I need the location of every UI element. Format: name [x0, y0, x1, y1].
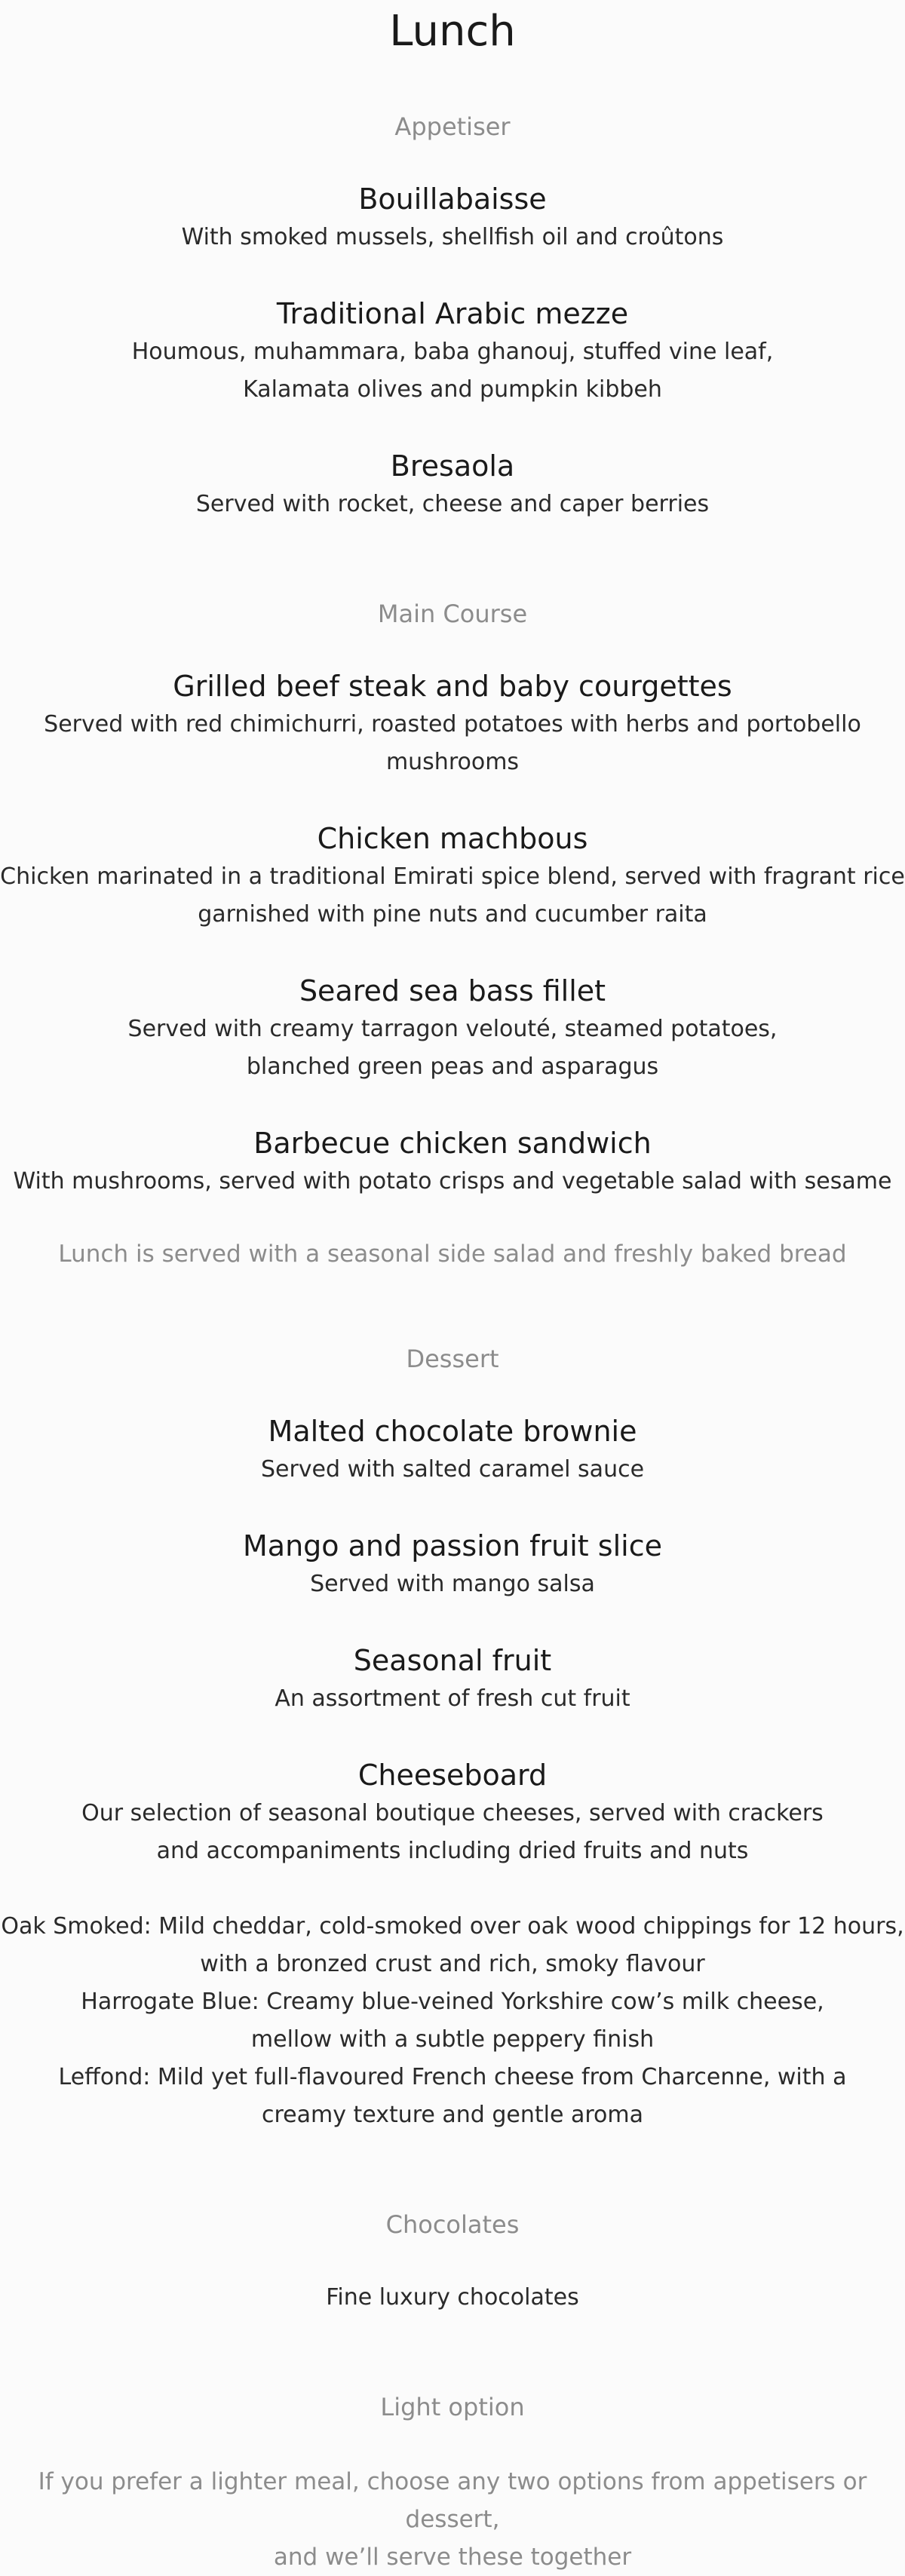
menu-title: Lunch [389, 7, 516, 56]
dish-bbq-chicken-sandwich [0, 1124, 905, 1201]
main-course-note: Lunch is served with a seasonal side salad and freshly baked bread [58, 1240, 847, 1268]
dish-description: Kalamata olives and pumpkin kibbeh [243, 376, 662, 403]
dish-name: Barbecue chicken sandwich [253, 1127, 652, 1160]
dish-description: Chicken marinated in a traditional Emirati spice blend, served with fragrant rice [0, 863, 905, 890]
dish-description: and accompaniments including dried fruits and nuts [156, 1838, 749, 1864]
section-heading-light-option: Light option [380, 2393, 525, 2421]
dish-grilled-beef [0, 667, 905, 781]
dish-name: Traditional Arabic mezze [276, 297, 629, 330]
dish-bresaola [0, 446, 905, 523]
dish-name: Malted chocolate brownie [268, 1415, 637, 1448]
dish-bouillabaisse [0, 179, 905, 256]
dish-description: Houmous, muhammara, baba ghanouj, stuffed vine leaf, [131, 339, 774, 365]
section-heading-chocolates: Chocolates [385, 2210, 520, 2239]
dish-description: With mushrooms, served with potato crisps and vegetable salad with sesame [13, 1168, 892, 1194]
dish-cheeseboard [0, 1756, 905, 1870]
dish-name: Grilled beef steak and baby courgettes [173, 670, 732, 703]
dish-chocolate-brownie [0, 1412, 905, 1489]
section-heading-main-course: Main Course [377, 600, 528, 628]
dish-sea-bass [0, 971, 905, 1086]
dish-name: Mango and passion fruit slice [243, 1529, 662, 1562]
dish-arabic-mezze [0, 294, 905, 409]
light-option-text: and we’ll serve these together [273, 2544, 632, 2571]
dish-description: With smoked mussels, shellfish oil and croûtons [181, 224, 724, 250]
cheese-line: with a bronzed crust and rich, smoky flavour [200, 1951, 705, 1977]
dish-mango-passion-fruit [0, 1526, 905, 1603]
section-heading-dessert: Dessert [406, 1345, 499, 1373]
dish-name: Seared sea bass fillet [299, 974, 606, 1007]
cheese-line: mellow with a subtle peppery finish [250, 2026, 655, 2053]
dish-description: garnished with pine nuts and cucumber raita [198, 901, 707, 928]
chocolates-description: Fine luxury chocolates [326, 2284, 579, 2311]
dish-description: An assortment of fresh cut fruit [275, 1685, 630, 1712]
dish-description: Served with salted caramel sauce [260, 1456, 645, 1483]
dish-description: Served with mango salsa [310, 1571, 595, 1597]
section-heading-appetiser: Appetiser [394, 112, 511, 141]
dish-seasonal-fruit [0, 1641, 905, 1718]
cheese-line: creamy texture and gentle aroma [261, 2102, 643, 2128]
dish-description: Served with red chimichurri, roasted potatoes with herbs and portobello mushrooms [44, 711, 861, 775]
dish-description: blanched green peas and asparagus [246, 1053, 659, 1080]
dish-description: Served with creamy tarragon velouté, steamed potatoes, [127, 1016, 778, 1042]
dish-name: Chicken machbous [317, 822, 588, 855]
dish-name: Bouillabaisse [358, 182, 547, 216]
dish-name: Seasonal fruit [353, 1644, 552, 1677]
cheese-line: Oak Smoked: Mild cheddar, cold-smoked over oak wood chippings for 12 hours, [1, 1913, 904, 1940]
dish-name: Cheeseboard [357, 1759, 548, 1792]
dish-name: Bresaola [390, 449, 515, 483]
dish-chicken-machbous [0, 819, 905, 934]
cheese-list [0, 1908, 905, 2134]
dish-description: Our selection of seasonal boutique cheeses, served with crackers [81, 1800, 824, 1826]
cheese-line: Leffond: Mild yet full-flavoured French cheese from Charcenne, with a [58, 2064, 847, 2090]
cheese-line: Harrogate Blue: Creamy blue-veined Yorkshire cow’s milk cheese, [81, 1989, 824, 2015]
light-option-text: If you prefer a lighter meal, choose any two options from appetisers or dessert, [38, 2468, 867, 2533]
dish-description: Served with rocket, cheese and caper berries [195, 491, 710, 517]
